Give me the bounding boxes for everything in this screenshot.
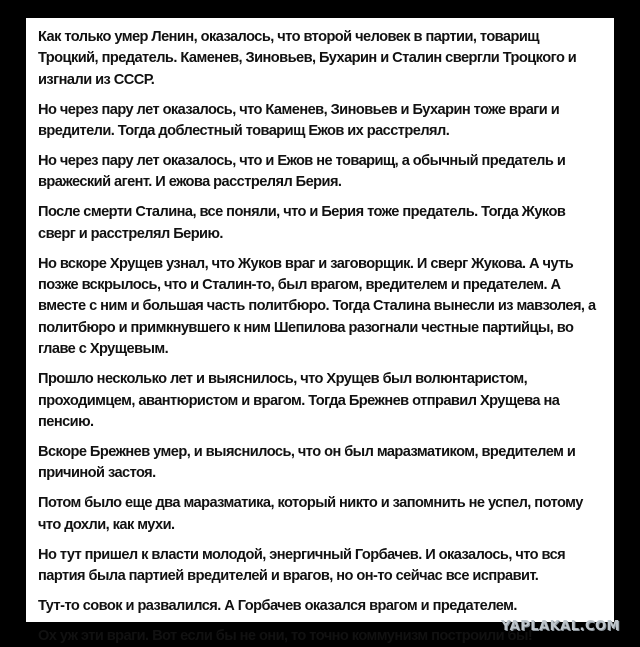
- paragraph: Как только умер Ленин, оказалось, что второй человек в партии, товарищ Троцкий, предатель. Каменев, Зиновьев, Бухарин и Сталин свергли Троцкого и изгнали из СССР.: [38, 29, 577, 88]
- text-body: [38, 27, 602, 647]
- paragraph: Тут-то совок и развалился. А Горбачев оказался врагом и предателем.: [38, 597, 517, 614]
- paragraph: Но вскоре Хрущев узнал, что Жуков враг и заговорщик. И сверг Жукова. А чуть позже вскрылось, что и Сталин-то, был врагом, вредителем и предателем. А вместе с ним и большая часть политбюро. Тогда Сталина вынесли из мавзолея, а политбюро и примкнувшего к ним Шепилова разогнали честные партийцы, во главе с Хрущевым.: [38, 255, 596, 358]
- paragraph: Потом было еще два маразматика, который никто и запомнить не успел, потому что дохли, как мухи.: [38, 495, 583, 533]
- paragraph: Но тут пришел к власти молодой, энергичный Горбачев. И оказалось, что вся партия была партией вредителей и врагов, но он-то сейчас все исправит.: [38, 546, 566, 584]
- paragraph: Вскоре Брежнев умер, и выяснилось, что он был маразматиком, вредителем и причиной застоя.: [38, 443, 576, 482]
- watermark: YAPLAKAL.COM: [501, 619, 620, 634]
- paragraph: После смерти Сталина, все поняли, что и Берия тоже предатель. Тогда Жуков сверг и расстрелял Берию.: [38, 204, 566, 242]
- paragraph: Но через пару лет оказалось, что и Ежов не товарищ, а обычный предатель и вражеский агент. И ежова расстрелял Берия.: [38, 153, 566, 191]
- paragraph: Ох уж эти враги. Вот если бы не они, то точно коммунизм построили бы!: [38, 627, 533, 644]
- paragraph: Но через пару лет оказалось, что Каменев, Зиновьев и Бухарин тоже враги и вредители. Тогда доблестный товарищ Ежов их расстрелял.: [38, 101, 560, 140]
- paragraph: Прошло несколько лет и выяснилось, что Хрущев был волюнтаристом, проходимцем, авантюристом и врагом. Тогда Брежнев отправил Хрущева на пенсию.: [38, 371, 560, 430]
